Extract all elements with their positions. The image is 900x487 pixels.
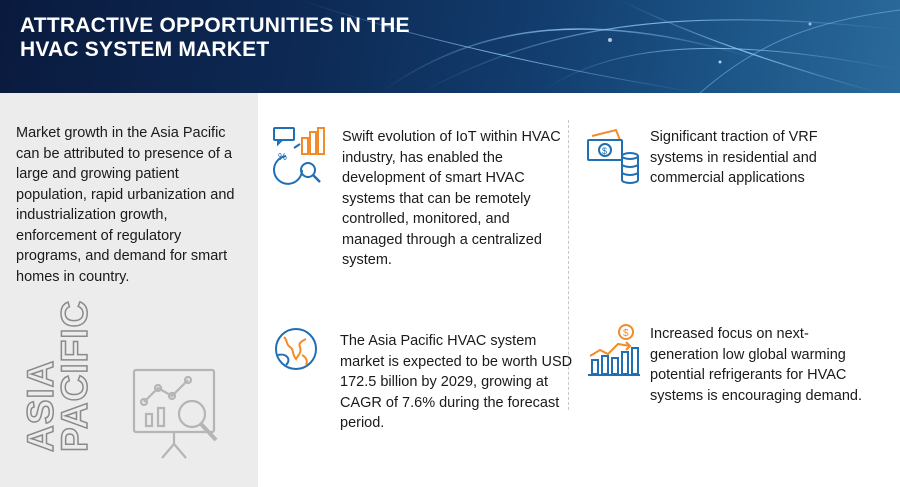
growth-chart-icon — [586, 322, 642, 383]
region-label — [20, 299, 95, 452]
svg-text:%: % — [278, 152, 287, 163]
card-market-size-text: The Asia Pacific HVAC system market is expected to be worth USD 172.5 billion by 2029, growing at CAGR of 7.6% during the forecast period. — [340, 333, 573, 431]
card-refrigerants-text: Increased focus on next-generation low global warming potential refrigerants for HVAC systems is encouraging demand. — [650, 326, 862, 404]
presentation-analytics-icon — [128, 362, 228, 467]
region-label-line1: ASIA — [20, 359, 61, 452]
region-label-line2: PACIFIC — [54, 299, 95, 452]
globe-icon — [272, 325, 324, 382]
svg-text:$: $ — [623, 328, 629, 339]
region-description: Market growth in the Asia Pacific can be attributed to presence of a large and growing patient population, rapid urbanization and industrialization growth, enforcement of regulatory programs, and demand for smart homes in country. — [16, 125, 235, 285]
money-coins-icon — [586, 126, 642, 191]
header-banner — [0, 0, 900, 93]
svg-text:$: $ — [602, 146, 608, 156]
card-iot-text: Swift evolution of IoT within HVAC industry, has enabled the development of smart HVAC systems that can be remotely controlled, monitored, and managed through a centralized system. — [342, 129, 561, 268]
iot-analytics-icon — [272, 126, 328, 191]
card-vrf-text: Significant traction of VRF systems in residential and commercial applications — [650, 129, 818, 186]
page-title: ATTRACTIVE OPPORTUNITIES IN THE HVAC SYSTEM MARKET — [20, 14, 410, 61]
